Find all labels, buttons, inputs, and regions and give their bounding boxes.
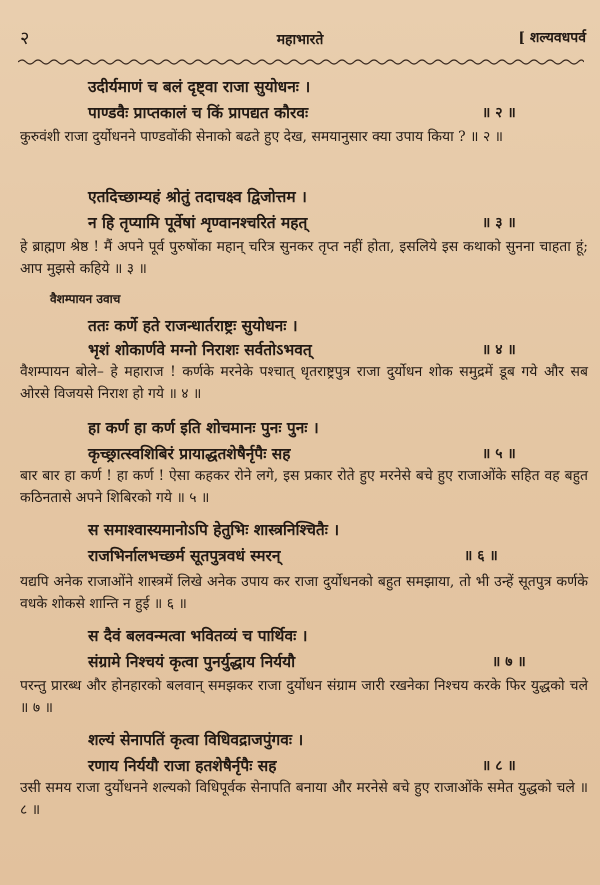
shloka-line: एतदिच्छाम्यहं श्रोतुं तदाचक्ष्व द्विजोत्तम । (88, 187, 307, 206)
page-header (0, 26, 600, 54)
translation: उसी समय राजा दुर्योधनने शल्यको विधिपूर्वक सेनापति बनाया और मरनेसे बचे हुए राजाओंके समेत युद्धको चले ॥ ८ ॥ (20, 780, 588, 818)
shloka-line: कृच्छ्रात्स्वशिबिरं प्रायाद्धतशेषैर्नृपैः सह (88, 444, 291, 463)
verse-number: ॥ २ ॥ (482, 105, 516, 121)
section-title: [ शल्यवधपर्व (518, 30, 586, 46)
shloka-line: पाण्डवैः प्राप्तकालं च किं प्रापद्यत कौरवः (88, 103, 309, 122)
verse-number: ॥ ५ ॥ (482, 446, 516, 462)
translation: बार बार हा कर्ण ! हा कर्ण ! ऐसा कहकर रोने लगे, इस प्रकार रोते हुए मरनेसे बचे हुए राजाओंके सहित वह बहुत कठिनतासे अपने शिबिरको गये ॥ ५ ॥ (20, 468, 588, 506)
verse-number: ॥ ६ ॥ (464, 548, 498, 564)
shloka-line: संग्रामे निश्चयं कृत्वा पुनर्युद्धाय निर्ययौ (88, 652, 296, 671)
translation: वैशम्पायन बोले– हे महाराज ! कर्णके मरनेके पश्चात् धृतराष्ट्रपुत्र राजा दुर्योधन शोक समुद्रमें डूब गये और सब ओरसे विजयसे निराश हो गये ॥ ४ ॥ (20, 364, 588, 402)
verse-number: ॥ ८ ॥ (482, 758, 516, 774)
header-divider (18, 58, 584, 66)
translation: यद्यपि अनेक राजाओंने शास्त्रमें लिखे अनेक उपाय कर राजा दुर्योधनको बहुत समझाया, तो भी उन्हें सूतपुत्र कर्णके वधके शोकसे शान्ति न हुई ॥ ६ ॥ (20, 574, 588, 612)
translation: कुरुवंशी राजा दुर्योधनने पाण्डवोंकी सेनाको बढते हुए देख, समयानुसार क्या उपाय किया ? ॥ २ ॥ (20, 129, 504, 145)
shloka-line: न हि तृप्यामि पूर्वेषां शृण्वानश्चरितं महत् (88, 213, 308, 232)
page-number: २ (20, 28, 30, 49)
shloka-line: ततः कर्णे हते राजन्धार्तराष्ट्रः सुयोधनः । (88, 316, 298, 335)
shloka-line: स समाश्वास्यमानोऽपि हेतुभिः शास्त्रनिश्चितैः । (88, 520, 340, 539)
shloka-line: भृशं शोकार्णवे मग्नो निराशः सर्वतोऽभवत् (88, 340, 312, 359)
verse-number: ॥ ४ ॥ (482, 342, 516, 358)
verse-number: ॥ ७ ॥ (492, 654, 526, 670)
shloka-line: राजभिर्नालभच्छर्म सूतपुत्रवधं स्मरन् (88, 546, 281, 565)
translation: हे ब्राह्मण श्रेष्ठ ! मैं अपने पूर्व पुरुषोंका महान् चरित्र सुनकर तृप्त नहीं होता, इसलिये इस कथाको सुनना चाहता हूं; आप मुझसे कहिये ॥ ३ ॥ (20, 239, 588, 277)
shloka-line: उदीर्यमाणं च बलं दृष्ट्वा राजा सुयोधनः । (88, 77, 311, 96)
book-title: महाभारते (276, 32, 324, 48)
shloka-line: हा कर्ण हा कर्ण इति शोचमानः पुनः पुनः । (88, 418, 319, 437)
shloka-line: रणाय निर्ययौ राजा हतशेषैर्नृपैः सह (88, 756, 277, 775)
shloka-line: स दैवं बलवन्मत्वा भवितव्यं च पार्थिवः । (88, 626, 308, 645)
shloka-line: शल्यं सेनापतिं कृत्वा विधिवद्राजपुंगवः । (88, 730, 304, 749)
translation: परन्तु प्रारब्ध और होनहारको बलवान् समझकर राजा दुर्योधन संग्राम जारी रखनेका निश्चय करके फिर युद्धको चले ॥ ७ ॥ (20, 678, 588, 716)
speaker-label: वैशम्पायन उवाच (50, 292, 121, 306)
verse-number: ॥ ३ ॥ (482, 215, 516, 231)
